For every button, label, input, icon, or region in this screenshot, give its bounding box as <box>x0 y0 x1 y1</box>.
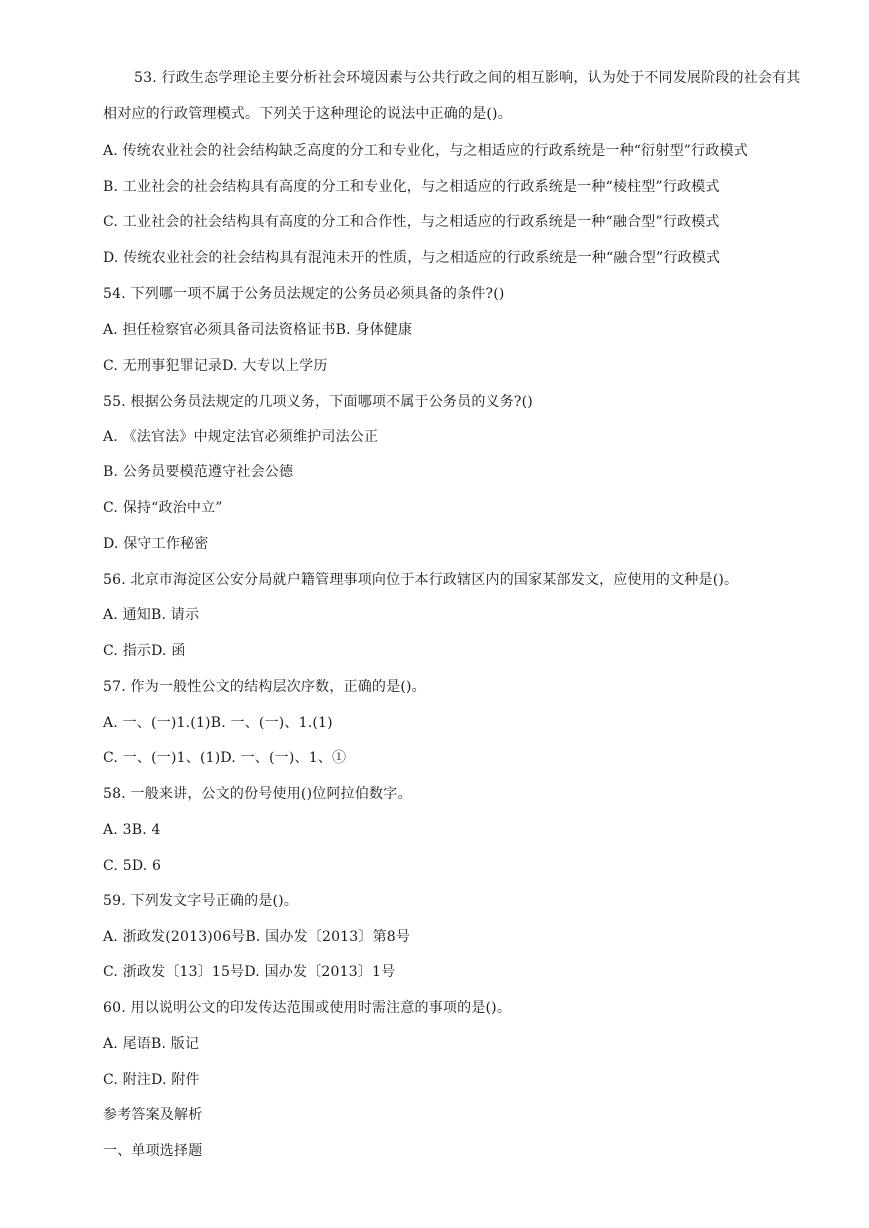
question-55-option-b: B. 公务员要模范遵守社会公德 <box>103 464 294 480</box>
question-56-options-cd: C. 指示D. 函 <box>103 643 186 659</box>
answer-section-heading: 参考答案及解析 <box>103 1107 203 1123</box>
question-53-stem-line-2: 相对应的行政管理模式。下列关于这种理论的说法中正确的是()。 <box>103 106 512 122</box>
question-59-stem: 59. 下列发文字号正确的是()。 <box>103 893 299 909</box>
question-53-option-a: A. 传统农业社会的社会结构缺乏高度的分工和专业化，与之相适应的行政系统是一种“衍射型”行政模式 <box>103 143 748 159</box>
question-55-option-d: D. 保守工作秘密 <box>103 536 209 552</box>
question-60-options-ab: A. 尾语B. 版记 <box>103 1036 200 1052</box>
question-55-option-c: C. 保持“政治中立” <box>103 500 223 516</box>
question-56-stem: 56. 北京市海淀区公安分局就户籍管理事项向位于本行政辖区内的国家某部发文，应使用的文种是()。 <box>103 572 739 588</box>
question-55-option-a: A. 《法官法》中规定法官必须维护司法公正 <box>103 429 379 445</box>
question-53-option-d: D. 传统农业社会的社会结构具有混沌未开的性质，与之相适应的行政系统是一种“融合型”行政模式 <box>103 250 721 266</box>
question-57-stem: 57. 作为一般性公文的结构层次序数，正确的是()。 <box>103 679 426 695</box>
question-54-options-ab: A. 担任检察官必须具备司法资格证书B. 身体健康 <box>103 322 413 338</box>
question-60-options-cd: C. 附注D. 附件 <box>103 1072 200 1088</box>
question-56-options-ab: A. 通知B. 请示 <box>103 607 200 623</box>
question-58-options-cd: C. 5D. 6 <box>103 858 162 874</box>
question-53-stem-line-1: 53. 行政生态学理论主要分析社会环境因素与公共行政之间的相互影响，认为处于不同发展阶段的社会有其 <box>134 70 801 86</box>
question-59-options-cd: C. 浙政发〔13〕15号D. 国办发〔2013〕1号 <box>103 964 396 980</box>
question-57-options-ab: A. 一、(一)1.(1)B. 一、(一)、1.(1) <box>103 715 333 731</box>
question-58-stem: 58. 一般来讲，公文的份号使用()位阿拉伯数字。 <box>103 786 412 802</box>
question-60-stem: 60. 用以说明公文的印发传达范围或使用时需注意的事项的是()。 <box>103 1000 512 1016</box>
question-54-stem: 54. 下列哪一项不属于公务员法规定的公务员必须具备的条件?() <box>103 286 505 302</box>
answer-subsection-heading: 一、单项选择题 <box>103 1143 203 1159</box>
question-53-option-c: C. 工业社会的社会结构具有高度的分工和合作性，与之相适应的行政系统是一种“融合型”行政模式 <box>103 214 720 230</box>
question-53-option-b: B. 工业社会的社会结构具有高度的分工和专业化，与之相适应的行政系统是一种“棱柱型”行政模式 <box>103 179 720 195</box>
question-54-options-cd: C. 无刑事犯罪记录D. 大专以上学历 <box>103 358 328 374</box>
question-57-options-cd: C. 一、(一)1、(1)D. 一、(一)、1、① <box>103 750 347 766</box>
question-58-options-ab: A. 3B. 4 <box>103 822 161 838</box>
question-59-options-ab: A. 浙政发(2013)06号B. 国办发〔2013〕第8号 <box>103 929 411 945</box>
question-55-stem: 55. 根据公务员法规定的几项义务，下面哪项不属于公务员的义务?() <box>103 394 533 410</box>
